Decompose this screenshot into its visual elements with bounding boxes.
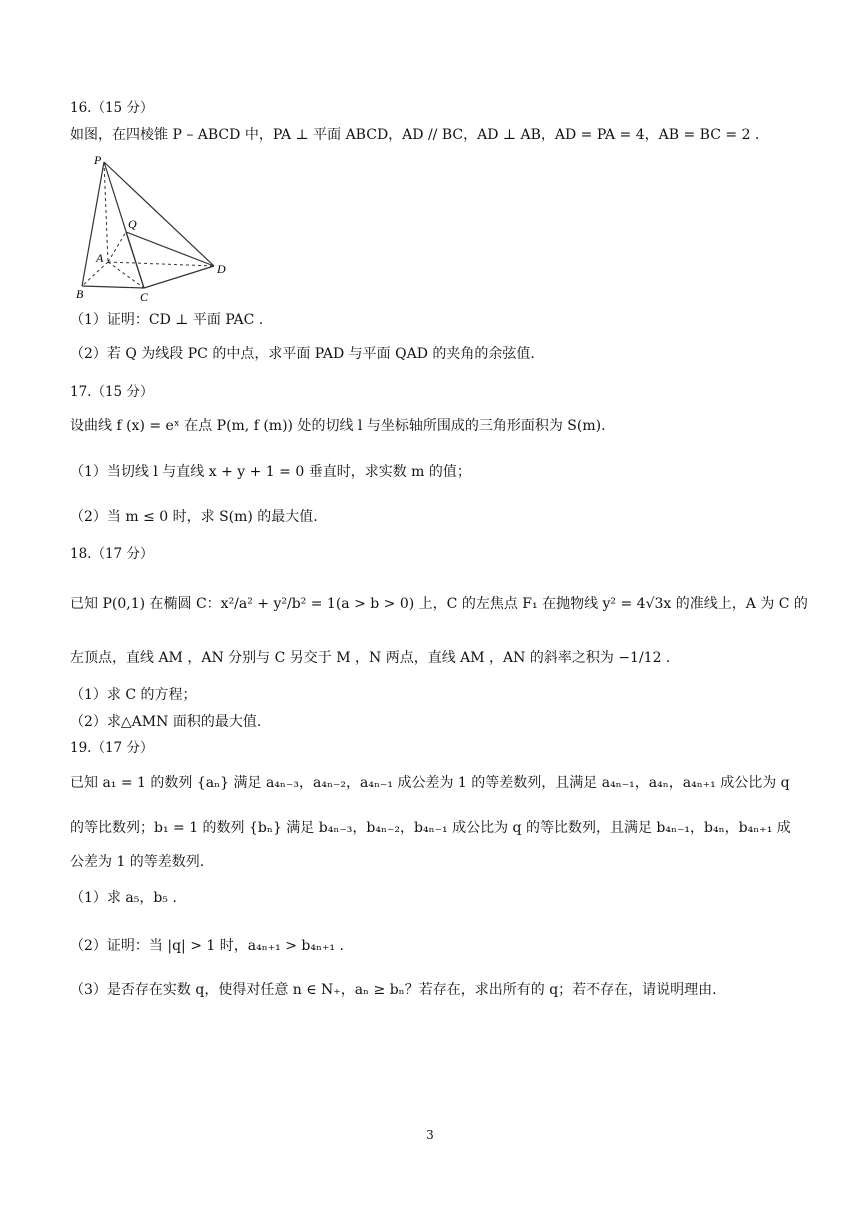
vertex-label-A: A [96,251,104,265]
vertex-label-Q: Q [128,217,137,231]
vertex-label-C: C [140,290,149,304]
problem-16-part-2: （2）若 Q 为线段 PC 的中点，求平面 PAD 与平面 QAD 的夹角的余弦值. [70,346,535,362]
problem-19-part-3: （3）是否存在实数 q，使得对任意 n ∈ N₊，aₙ ≥ bₙ？若存在，求出所有的 q；若不存在，请说明理由. [70,982,717,998]
vertex-label-P: P [94,154,102,167]
problem-16-header: 16.（15 分） [70,100,154,116]
problem-17-header: 17.（15 分） [70,384,154,400]
vertex-label-B: B [76,287,84,301]
pyramid-figure [74,154,244,304]
vertex-label-D: D [217,262,226,276]
problem-17-stem: 设曲线 f (x) = eˣ 在点 P(m, f (m)) 处的切线 l 与坐标轴所围成的三角形面积为 S(m). [70,418,606,434]
page-number: 3 [426,1128,434,1142]
problem-16-stem: 如图，在四棱锥 P – ABCD 中，PA ⊥ 平面 ABCD，AD // BC，AD ⊥ AB，AD = PA = 4，AB = BC = 2 . [70,127,760,143]
problem-19-stem-line-2: 的等比数列；b₁ = 1 的数列 {bₙ} 满足 b₄ₙ₋₃，b₄ₙ₋₂，b₄ₙ₋₁ 成公比为 q 的等比数列，且满足 b₄ₙ₋₁，b₄ₙ，b₄ₙ₊₁ 成 [70,820,791,836]
problem-19-part-2: （2）证明：当 |q| > 1 时，a₄ₙ₊₁ > b₄ₙ₊₁ . [70,938,344,954]
problem-19-stem-line-3: 公差为 1 的等差数列. [70,854,205,870]
problem-18-part-2: （2）求△AMN 面积的最大值. [70,714,262,730]
problem-19-stem-line-1: 已知 a₁ = 1 的数列 {aₙ} 满足 a₄ₙ₋₃，a₄ₙ₋₂，a₄ₙ₋₁ 成公差为 1 的等差数列，且满足 a₄ₙ₋₁，a₄ₙ，a₄ₙ₊₁ 成公比为 q [70,775,790,791]
problem-18-stem-line-2: 左顶点，直线 AM ，AN 分别与 C 另交于 M ，N 两点，直线 AM ，AN 的斜率之积为 −1/12 . [70,650,671,666]
problem-18-header: 18.（17 分） [70,546,154,562]
problem-19-header: 19.（17 分） [70,740,154,756]
problem-16-part-1: （1）证明：CD ⊥ 平面 PAC . [70,312,264,328]
problem-18-stem-line-1: 已知 P(0,1) 在椭圆 C：x²/a² + y²/b² = 1(a > b > 0) 上，C 的左焦点 F₁ 在抛物线 y² = 4√3x 的准线上，A 为 C 的 [70,596,808,612]
problem-17-part-2: （2）当 m ≤ 0 时，求 S(m) 的最大值. [70,509,318,525]
problem-18-part-1: （1）求 C 的方程； [70,687,197,703]
problem-19-part-1: （1）求 a₅，b₅ . [70,890,177,906]
problem-17-part-1: （1）当切线 l 与直线 x + y + 1 = 0 垂直时，求实数 m 的值； [70,464,471,480]
